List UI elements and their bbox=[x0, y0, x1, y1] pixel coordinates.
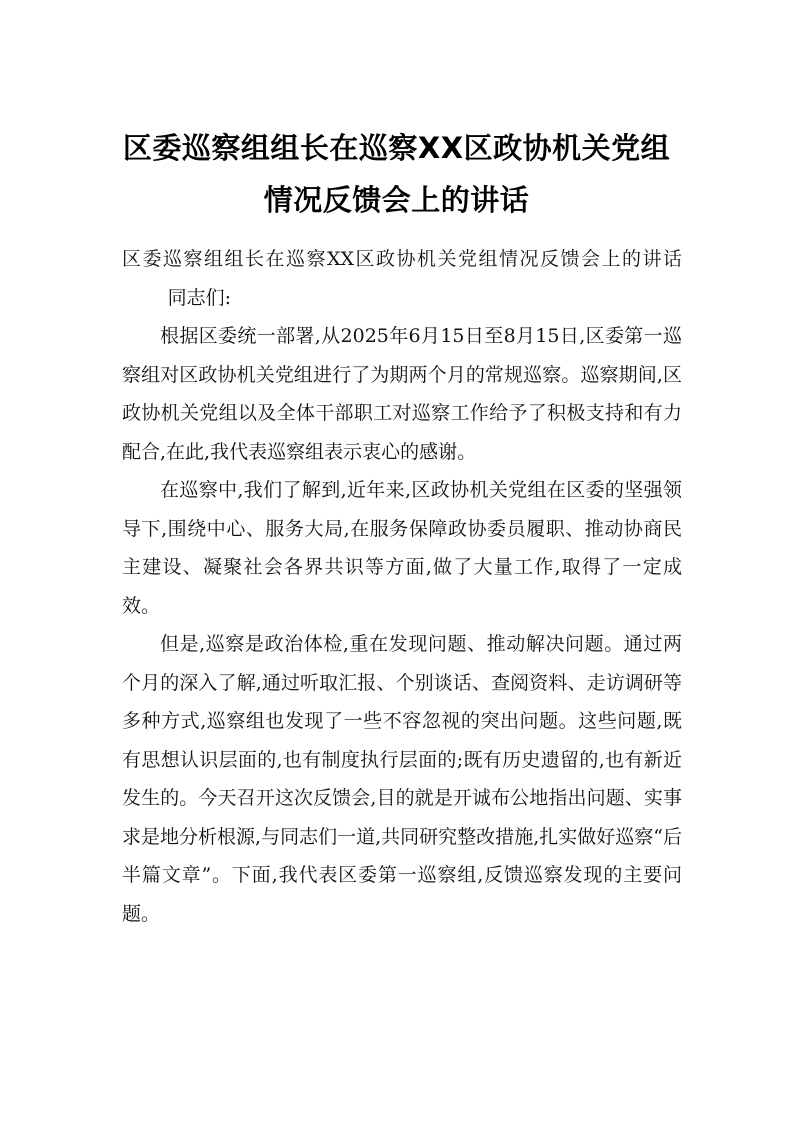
paragraph-2: 在巡察中,我们了解到,近年来,区政协机关党组在区委的坚强领导下,围绕中心、服务大局,在服务保障政协委员履职、推动协商民主建设、凝聚社会各界共识等方面,做了大量工作,取得了一定成效。 bbox=[122, 479, 682, 617]
paragraph-3: 但是,巡察是政治体检,重在发现问题、推动解决问题。通过两个月的深入了解,通过听取汇报、个别谈话、查阅资料、走访调研等多种方式,巡察组也发现了一些不容忽视的突出问题。这些问题,既有思想认识层面的,也有制度执行层面的;既有历史遗留的,也有新近发生的。今天召开这次反馈会,目的就是开诚布公地指出问题、实事求是地分析根源,与同志们一道,共同研究整改措施,扎实做好巡察“后半篇文章”。下面,我代表区委第一巡察组,反馈巡察发现的主要问题。 bbox=[122, 633, 682, 925]
subtitle-and-greeting bbox=[122, 240, 682, 317]
document-subtitle: 区委巡察组组长在巡察XX区政协机关党组情况反馈会上的讲话 bbox=[122, 248, 682, 270]
title-line-2: 情况反馈会上的讲话 bbox=[263, 183, 530, 217]
greeting: 同志们: bbox=[167, 286, 231, 309]
paragraph-1: 根据区委统一部署,从2025年6月15日至8月15日,区委第一巡察组对区政协机关党组进行了为期两个月的常规巡察。巡察期间,区政协机关党组以及全体干部职工对巡察工作给予了积极支持和有力配合,在此,我代表巡察组表示衷心的感谢。 bbox=[122, 325, 682, 463]
document-body bbox=[122, 240, 682, 933]
document-title bbox=[80, 122, 713, 226]
title-line-1: 区委巡察组组长在巡察XX区政协机关党组 bbox=[122, 131, 671, 165]
